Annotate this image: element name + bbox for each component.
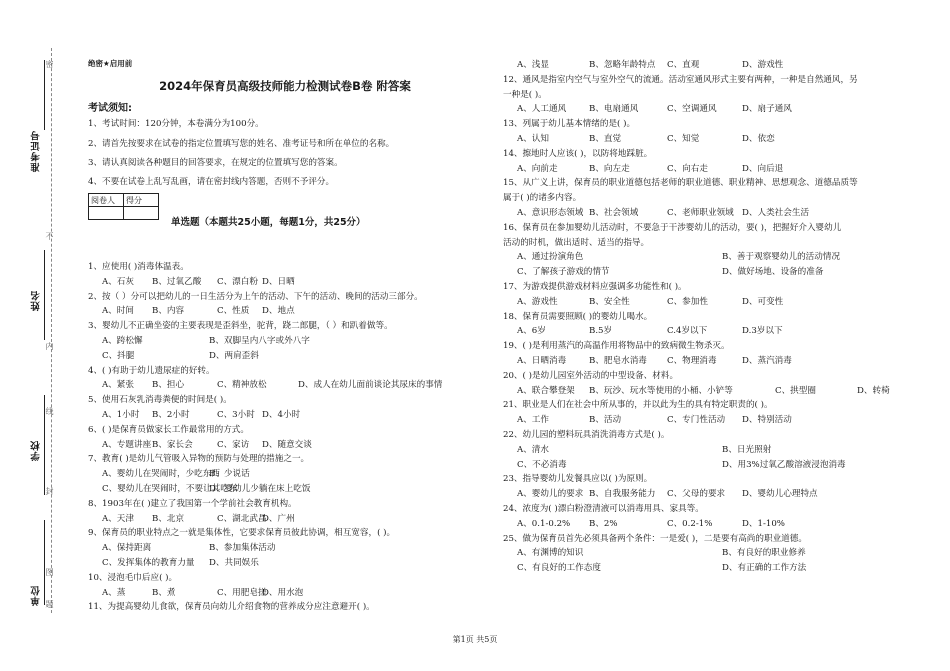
answer-option: C、拱型圈 [775, 385, 816, 396]
page-title: 2024年保育员高级技师能力检测试卷B卷 附答案 [159, 79, 411, 93]
notice-item: 2、请首先按要求在试卷的指定位置填写您的姓名、准考证号和所在单位的名称。 [88, 139, 395, 149]
answer-option: D、向后退 [742, 163, 784, 174]
answer-option: C、抖腿 [102, 350, 135, 361]
answer-option: B.5岁 [589, 326, 613, 337]
question-stem: 11、为提高婴幼儿食欲，保育员向幼儿介绍食物的营养成分应注意避开( )。 [88, 602, 375, 613]
answer-option: A、浅显 [517, 60, 549, 70]
answer-option: C、老师职业领域 [667, 208, 734, 218]
score-table-grader-cell[interactable] [89, 207, 124, 220]
question-stem: 9、保育员的职业特点之一就是集体性，它要求保育员彼此协调，相互宽容，( )。 [88, 528, 396, 539]
answer-option: D、1-10% [742, 518, 785, 529]
answer-option: C、漂白粉 [217, 276, 258, 287]
question-stem: 10、浸泡毛巾后应( )。 [88, 572, 178, 583]
answer-option: A、工作 [517, 415, 549, 426]
answer-option: D、用3%过氧乙酸溶液浸泡消毒 [722, 459, 846, 470]
answer-option: B、煮 [152, 587, 176, 598]
answer-option: A、0.1-0.2% [517, 518, 571, 529]
section-heading: 单选题（本题共25小题，每题1分，共25分） [171, 217, 366, 228]
answer-option: C、空调通风 [667, 104, 717, 115]
question-stem: 6、( )是保育员做家长工作最常用的方式。 [88, 424, 249, 435]
answer-option: D、4小时 [262, 410, 301, 420]
answer-option: A、保持距离 [102, 543, 152, 554]
question-stem: 13、列属于幼儿基本情绪的是( )。 [503, 119, 636, 130]
answer-option: A、清水 [517, 444, 549, 455]
answer-option: B、内容 [152, 306, 185, 317]
answer-option: A、石灰 [102, 276, 134, 287]
answer-option: C、有良好的工作态度 [517, 563, 601, 574]
answer-option: C.4岁以下 [667, 326, 708, 337]
answer-option: A、游戏性 [517, 296, 558, 307]
margin-label-unit: 单位 [31, 585, 42, 606]
question-stem-continued: 属于( )的诸多内容。 [503, 193, 582, 204]
answer-option: A、6岁 [517, 326, 546, 337]
answer-option: B、过氧乙酸 [152, 276, 202, 287]
answer-option: C、参加性 [667, 296, 708, 307]
answer-option: B、玩沙、玩水等使用的小桶、小铲等 [589, 385, 733, 396]
answer-option: D、两肩歪斜 [209, 350, 259, 361]
answer-option: D、共同娱乐 [209, 558, 259, 568]
answer-option: B、有良好的职业修养 [722, 548, 806, 559]
answer-option: B、少说话 [209, 469, 250, 480]
question-stem: 21、职业是人们在社会中所从事的，并以此为生的具有特定职责的( )。 [503, 400, 773, 411]
fill-line-name [44, 250, 45, 340]
answer-option: A、联合攀登架 [517, 385, 575, 396]
answer-option: A、向前走 [517, 163, 558, 174]
answer-option: C、不必消毒 [517, 459, 567, 470]
answer-option: C、发挥集体的教育力量 [102, 558, 195, 568]
question-stem: 15、从广义上讲，保育员的职业道德包括老师的职业道德、职业精神、思想观念、道德品质等 [503, 178, 858, 189]
answer-option: A、蒸 [102, 587, 126, 598]
answer-option: B、参加集体活动 [209, 543, 276, 554]
answer-option: C、3小时 [217, 410, 255, 420]
question-stem: 19、( )是利用蒸汽的高温作用将物品中的致病微生物杀灭。 [503, 341, 730, 352]
answer-option: C、物理消毒 [667, 356, 717, 366]
answer-option: C、湖北武昌 [217, 513, 267, 524]
question-stem: 1、应使用( )消毒体温表。 [88, 262, 189, 272]
answer-option: D.3岁以下 [742, 326, 783, 337]
answer-option: C、性质 [217, 306, 250, 317]
answer-option: A、日晒消毒 [517, 356, 567, 366]
question-stem-continued: 活动的时机，做出适时、适当的指导。 [503, 237, 650, 248]
fold-mark: 题 [45, 600, 54, 608]
question-stem: 12、通风是指室内空气与室外空气的流通。活动室通风形式主要有两种，一种是自然通风，另 [503, 74, 858, 85]
answer-option: B、忽略年龄特点 [589, 60, 656, 70]
answer-option: D、蒸汽消毒 [742, 356, 792, 366]
question-stem: 14、擦地时人应该( )，以防将地踩脏。 [503, 148, 653, 159]
answer-option: B、电扇通风 [589, 104, 639, 115]
answer-option: A、意识形态领域 [517, 208, 584, 218]
answer-option: D、依恋 [742, 134, 775, 144]
answer-option: C、婴幼儿在哭闹时，不要让其吃东 [102, 484, 238, 494]
answer-option: D、随意交谈 [262, 439, 312, 450]
question-stem: 22、幼儿园的塑料玩具消洗消毒方式是( )。 [503, 430, 670, 440]
answer-option: C、0.2-1% [667, 518, 713, 529]
answer-option: A、紧张 [102, 380, 134, 391]
answer-option: D、用水泡 [262, 587, 304, 598]
fill-line-unit [44, 520, 45, 605]
margin-label-exam-id: 准考证号 [31, 130, 42, 172]
answer-option: D、人类社会生活 [742, 208, 810, 218]
question-stem: 3、婴幼儿不正确坐姿的主要表现是歪斜坐，驼背，跷二郎腿，（ ）和趴着做等。 [88, 321, 393, 332]
notice-item: 1、考试时间：120分钟，本卷满分为100分。 [88, 119, 264, 129]
question-stem: 2、按（ ）分可以把幼儿的一日生活分为上午的活动、下午的活动、晚间的活动三部分。 [88, 291, 423, 302]
answer-option: B、肥皂水消毒 [589, 356, 647, 366]
answer-option: D、做好场地、设备的准备 [722, 267, 824, 278]
answer-option: D、婴幼儿少躺在床上吃饭 [209, 484, 311, 494]
answer-option: B、安全性 [589, 296, 630, 307]
score-table-score-header: 得分 [124, 194, 159, 207]
answer-option: A、时间 [102, 306, 134, 317]
score-table-grader-header: 阅卷人 [89, 194, 124, 207]
answer-option: B、向左走 [589, 163, 630, 174]
notice-item: 4、不要在试卷上乱写乱画，请在密封线内答题，否则不予评分。 [88, 177, 335, 187]
fold-mark: 密 [45, 60, 54, 68]
answer-option: C、精神放松 [217, 380, 267, 391]
fill-line-exam-id [44, 60, 45, 130]
question-stem: 16、保育员在参加婴幼儿活动时，不要急于干涉婴幼儿的活动，要( )，把握好介入婴幼儿 [503, 222, 842, 233]
answer-option: A、天津 [102, 513, 134, 524]
answer-option: B、活动 [589, 415, 622, 426]
answer-option: B、双脚呈内八字或外八字 [209, 336, 310, 346]
answer-option: D、婴幼儿心理特点 [742, 489, 818, 500]
answer-option: A、1小时 [102, 410, 140, 420]
question-stem: 25、做为保育员首先必须具备两个条件：一是爱( )，二是要有高尚的职业道德。 [503, 533, 807, 544]
answer-option: C、家访 [217, 439, 250, 450]
answer-option: B、社会领域 [589, 208, 639, 218]
score-table-score-cell[interactable] [124, 207, 159, 220]
question-stem: 18、保育员需要照顾( )的婴幼儿喝水。 [503, 311, 653, 322]
answer-option: B、2% [589, 518, 618, 529]
seal-dash-line [51, 48, 52, 613]
answer-option: A、认知 [517, 134, 549, 144]
answer-option: D、成人在幼儿面前谈论其尿床的事情 [298, 380, 443, 391]
answer-option: C、了解孩子游戏的情节 [517, 267, 610, 278]
answer-option: D、转椅 [857, 385, 890, 396]
answer-option: B、北京 [152, 513, 185, 524]
fold-mark: 不 [45, 232, 54, 240]
answer-option: C、向右走 [667, 163, 708, 174]
answer-option: D、广州 [262, 513, 295, 524]
answer-option: A、专题讲座 [102, 439, 152, 450]
answer-option: D、日晒 [262, 276, 295, 287]
answer-option: B、自我服务能力 [589, 489, 656, 500]
answer-option: A、通过扮演角色 [517, 252, 584, 263]
answer-option: A、婴幼儿的要求 [517, 489, 584, 500]
fold-mark: 内 [45, 342, 54, 350]
question-stem-continued: 一种是( )。 [503, 89, 547, 100]
score-table [88, 193, 159, 220]
question-stem: 23、指导婴幼儿发餐具应以( )为原则。 [503, 474, 653, 485]
answer-option: C、直观 [667, 60, 700, 70]
notice-heading: 考试须知: [88, 103, 132, 114]
confidential-seal: 绝密★启用前 [88, 59, 133, 68]
fold-mark: 线 [45, 407, 54, 415]
margin-label-school: 学校 [31, 440, 42, 461]
answer-option: A、有渊博的知识 [517, 548, 584, 559]
answer-option: C、用肥皂搓 [217, 587, 267, 598]
page-footer: 第1页 共5页 [452, 635, 498, 644]
margin-label-name: 姓名 [31, 290, 42, 311]
question-stem: 8、1903年在( )建立了我国第一个学前社会教育机构。 [88, 498, 297, 509]
answer-option: B、担心 [152, 380, 185, 391]
answer-option: B、善于观察婴幼儿的活动情况 [722, 252, 841, 263]
answer-option: B、家长会 [152, 439, 193, 450]
question-stem: 17、为游戏提供游戏材料应强调多功能性和( )。 [503, 282, 687, 292]
binding-margin [0, 0, 60, 671]
fold-mark: 封 [45, 487, 54, 495]
answer-option: A、跨松懈 [102, 336, 143, 346]
answer-option: D、扇子通风 [742, 104, 792, 115]
answer-option: B、直觉 [589, 134, 622, 144]
answer-option: D、特别活动 [742, 415, 792, 426]
answer-option: D、有正确的工作方法 [722, 563, 807, 574]
question-stem: 5、使用石灰乳消毒粪便的时间是( )。 [88, 395, 232, 406]
question-stem: 4、( )有助于幼儿遗尿症的好转。 [88, 365, 215, 376]
answer-option: B、2小时 [152, 410, 190, 420]
notice-item: 3、请认真阅读各种题目的回答要求，在规定的位置填写您的答案。 [88, 158, 343, 168]
answer-option: C、专门性活动 [667, 415, 726, 426]
answer-option: A、婴幼儿在哭闹时，少吃东西 [102, 469, 220, 480]
answer-option: C、知觉 [667, 134, 700, 144]
answer-option: D、地点 [262, 306, 295, 317]
answer-option: D、可变性 [742, 296, 784, 307]
question-stem: 20、( )是幼儿园室外活动的中型设备、材料。 [503, 370, 679, 381]
answer-option: B、日光照射 [722, 444, 772, 455]
answer-option: A、人工通风 [517, 104, 567, 115]
answer-option: D、游戏性 [742, 60, 784, 70]
question-stem: 24、浓度为( )漂白粉澄清液可以消毒用具、家具等。 [503, 504, 704, 514]
answer-option: C、父母的要求 [667, 489, 726, 500]
fold-mark: 图 [45, 568, 54, 576]
question-stem: 7、教育( )是幼儿气管吸入异物的预防与处理的措施之一。 [88, 454, 310, 465]
